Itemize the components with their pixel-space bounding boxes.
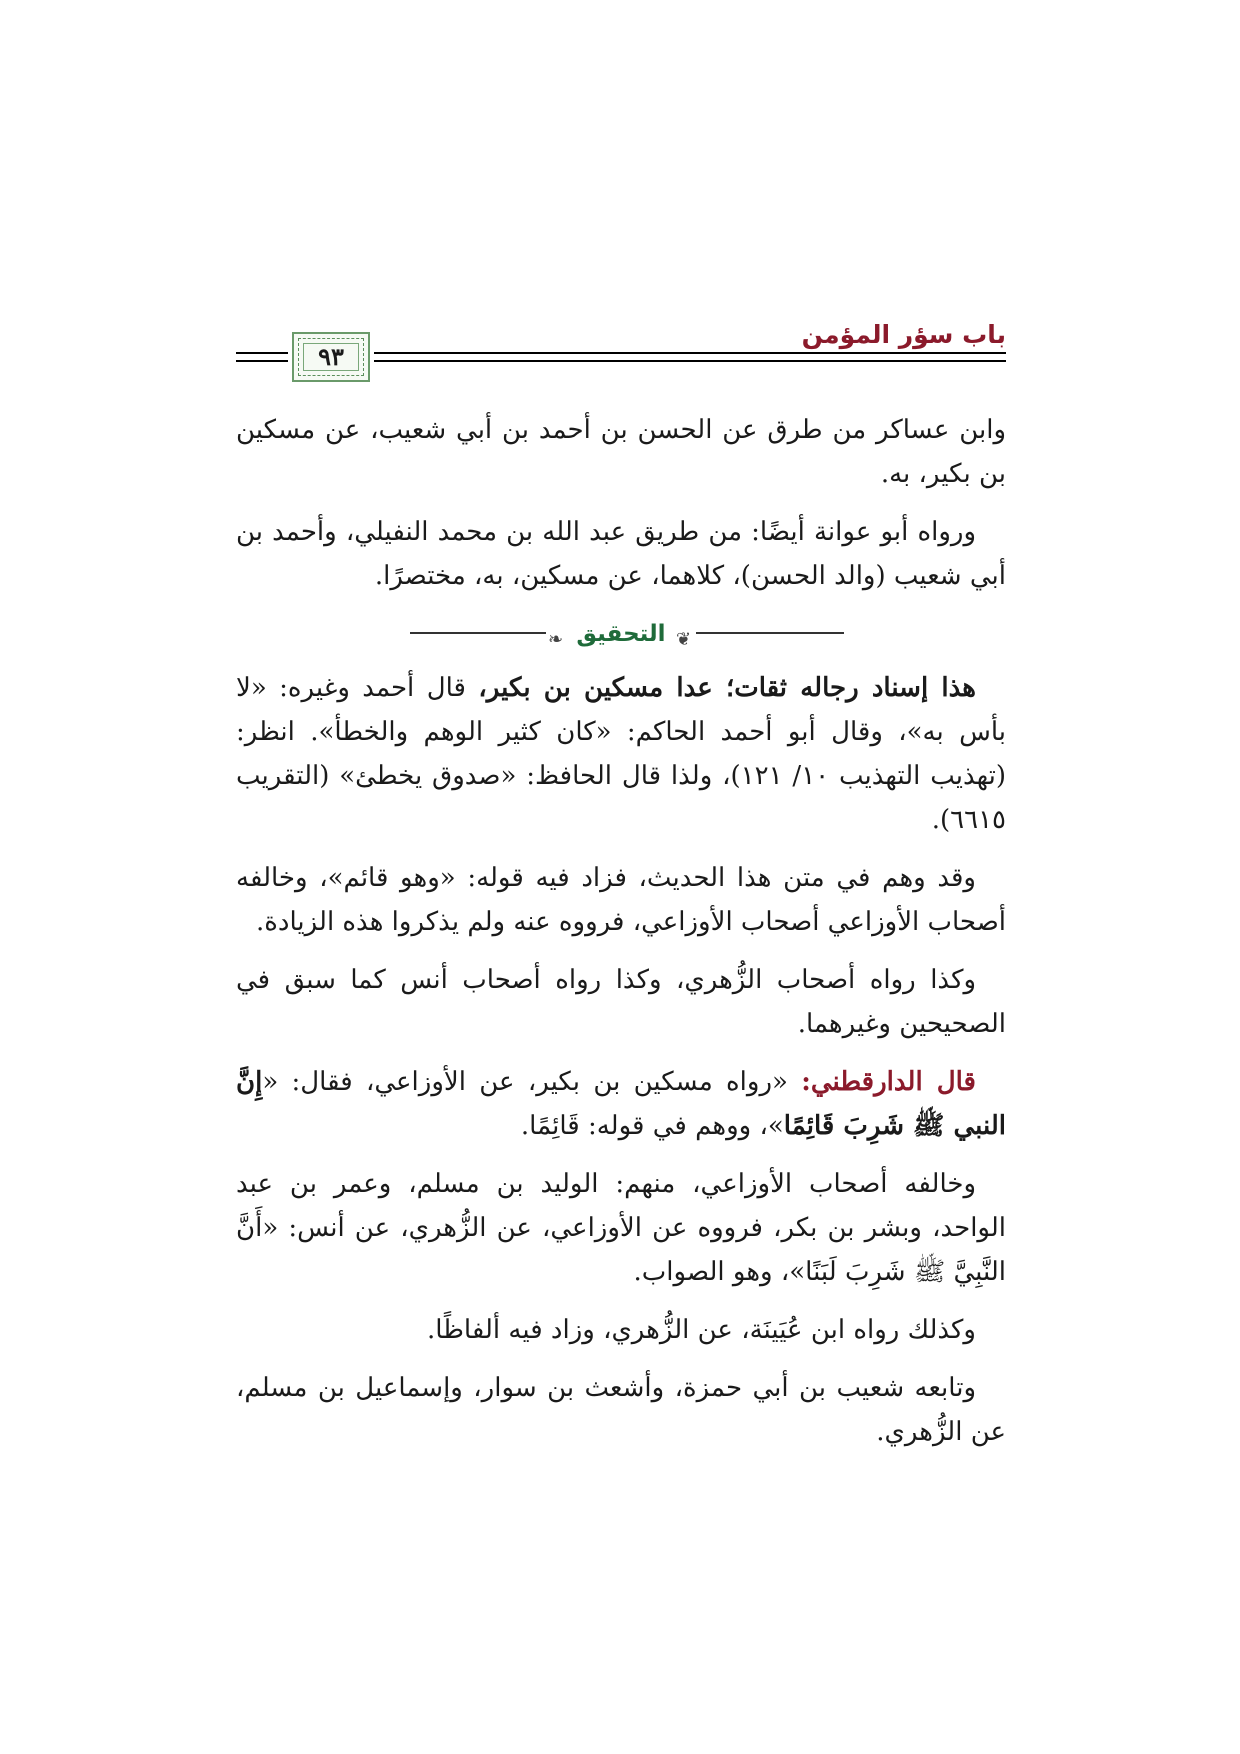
paragraph-2-text: ورواه أبو عوانة أيضًا: من طريق عبد الله بن محمد النفيلي، وأحمد بن أبي شعيب (والد الحسن)، كلاهما، عن مسكين، به، مختصرًا.	[236, 517, 1006, 591]
paragraph-8	[236, 1308, 1006, 1352]
paragraph-3	[236, 666, 1006, 842]
ornament-icon: ❦	[676, 629, 692, 650]
paragraph-1-text: وابن عساكر من طرق عن الحسن بن أحمد بن أبي شعيب، عن مسكين بن بكير، به.	[236, 415, 1006, 489]
paragraph-6-speaker: قال الدارقطني:	[801, 1067, 976, 1097]
paragraph-9	[236, 1366, 1006, 1454]
header-rule-left-top	[236, 352, 288, 354]
paragraph-3-text: قال أحمد وغيره: «لا بأس به»، وقال أبو أحمد الحاكم: «كان كثير الوهم والخطأ». انظر: (تهذيب التهذيب ١٠/ ١٢١)، ولذا قال الحافظ: «صدوق يخطئ» (التقريب ٦٦١٥).	[236, 673, 1006, 835]
header-rule-right-bottom	[374, 360, 1006, 362]
chapter-title: باب سؤر المؤمن	[801, 320, 1006, 349]
paragraph-2	[236, 510, 1006, 598]
paragraph-3-bold: هذا إسناد رجاله ثقات؛ عدا مسكين بن بكير،	[478, 673, 976, 703]
paragraph-7	[236, 1162, 1006, 1294]
paragraph-6-hadith: إِنَّ النبي ﷺ شَرِبَ قَائِمًا	[236, 1067, 1006, 1141]
paragraph-7-text: وخالفه أصحاب الأوزاعي، منهم: الوليد بن مسلم، وعمر بن عبد الواحد، وبشر بن بكر، فرووه عن الأوزاعي، عن الزُّهري، عن أنس: «أَنَّ النَّبِيَّ ﷺ شَرِبَ لَبَنًا»، وهو الصواب.	[236, 1169, 1006, 1287]
page-content	[236, 408, 1006, 1468]
paragraph-9-text: وتابعه شعيب بن أبي حمزة، وأشعث بن سوار، وإسماعيل بن مسلم، عن الزُّهري.	[236, 1373, 1006, 1447]
paragraph-1	[236, 408, 1006, 496]
header-rule-left-bottom	[236, 360, 288, 362]
ornament-icon: ❧	[548, 629, 564, 650]
page-number: ٩٣	[318, 342, 344, 371]
section-title: التحقيق	[576, 621, 666, 647]
paragraph-5-text: وكذا رواه أصحاب الزُّهري، وكذا رواه أصحاب أنس كما سبق في الصحيحين وغيرهما.	[236, 965, 1006, 1039]
paragraph-4-text: وقد وهم في متن هذا الحديث، فزاد فيه قوله: «وهو قائم»، وخالفه أصحاب الأوزاعي أصحاب الأوزاعي، فرووه عنه ولم يذكروا هذه الزيادة.	[236, 863, 1006, 937]
section-divider	[236, 612, 1006, 652]
paragraph-6-quote-start: «رواه مسكين بن بكير، عن الأوزاعي، فقال: «	[262, 1067, 802, 1097]
paragraph-5	[236, 958, 1006, 1046]
paragraph-4	[236, 856, 1006, 944]
divider-line-right	[696, 632, 844, 634]
page-header	[236, 310, 1006, 390]
divider-line-left	[410, 632, 546, 634]
page-number-frame	[292, 332, 370, 382]
paragraph-6-quote-end: »، ووهم في قوله: قَائِمًا.	[520, 1111, 784, 1141]
paragraph-6	[236, 1060, 1006, 1148]
paragraph-8-text: وكذلك رواه ابن عُيَينَة، عن الزُّهري، وزاد فيه ألفاظًا.	[427, 1315, 976, 1345]
header-rule-right-top	[374, 352, 1006, 354]
